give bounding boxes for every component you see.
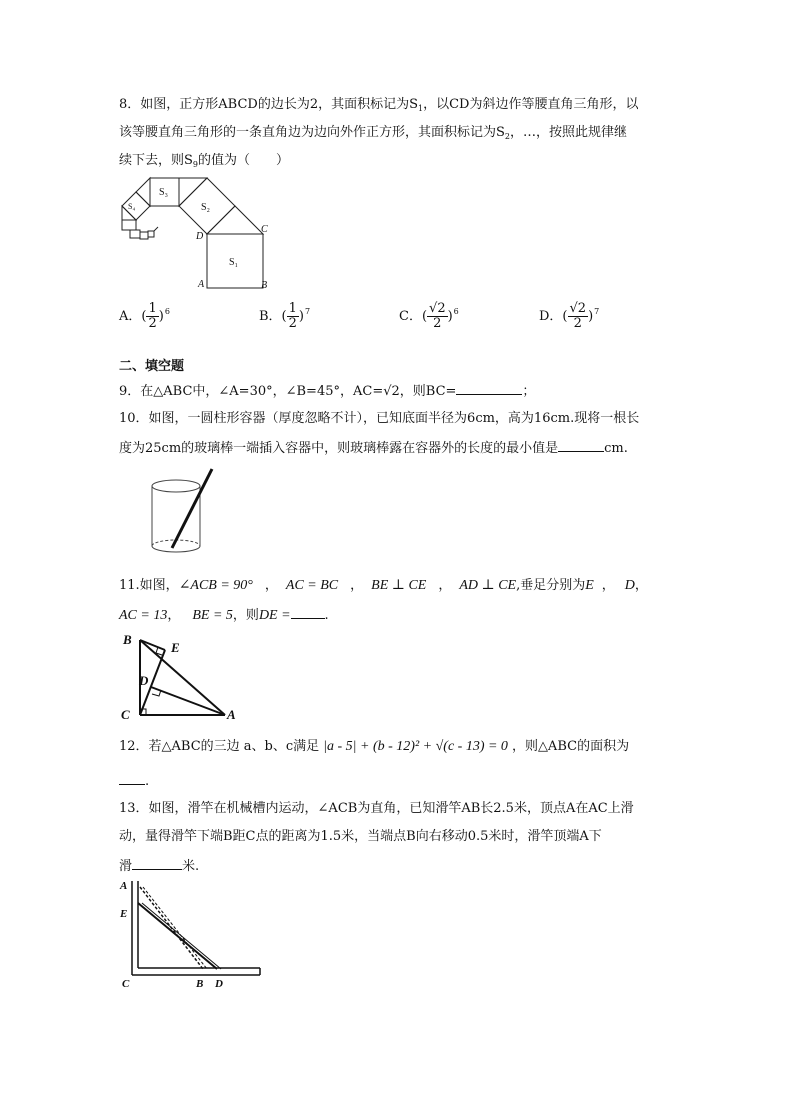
q13-line-3: 滑 米. (119, 859, 200, 874)
q11-triangle-figure (119, 630, 249, 722)
spiral-tail (154, 227, 158, 231)
q13-sliding-rod-figure (119, 877, 264, 989)
rod-initial-dashed-2 (143, 887, 207, 969)
square-s6 (130, 230, 140, 238)
square-s4 (122, 192, 150, 220)
square-s5 (122, 220, 136, 230)
label-d: D (139, 673, 149, 688)
label-a: A (198, 279, 205, 290)
label-s2: S₂ (201, 202, 211, 213)
triangle-3 (136, 178, 150, 206)
section-title: 二、填空题 (119, 359, 185, 374)
label-b: B (261, 280, 268, 291)
label-a: A (227, 707, 236, 722)
q8-option-d[interactable]: D．( $\frac{√2}{2}$ )$^7$ (539, 301, 600, 331)
q8-option-a[interactable]: A．( $\frac{1}{2}$ )$^6$ (119, 301, 170, 331)
triangle-1 (207, 206, 263, 234)
label-d: D (215, 978, 223, 989)
line-ad (151, 687, 225, 715)
label-d: D (196, 231, 204, 242)
label-b: B (196, 978, 204, 989)
q13-line-1: 13．如图，滑竿在机械槽内运动，∠ACB为直角，已知滑竿AB长2.5米，顶点A在AC上滑 (119, 801, 634, 816)
rod-moved-edge (142, 903, 221, 969)
label-s3: S₃ (159, 187, 169, 198)
q10-line-2: 度为25cm的玻璃棒一端插入容器中，则玻璃棒露在容器外的长度的最小值是 cm. (119, 441, 628, 456)
q10-cylinder-figure (148, 466, 218, 558)
q8-line-1: 8．如图，正方形ABCD的边长为2，其面积标记为$S_1$，以CD为斜边作等腰直角三角形，以 (119, 97, 639, 113)
q11-line-1: 11.如图，∠ACB = 90° ， AC = BC ， BE ⊥ CE ， AD ⊥ CE,垂足分别为E ， D， (119, 578, 648, 593)
q12-line-2: . (119, 772, 149, 790)
q11-answer-blank[interactable] (291, 606, 325, 619)
q8-line-3: 续下去，则$S_9$的值为（ ） (119, 153, 290, 169)
q11-line-2: AC = 13， BE = 5，则DE = . (119, 608, 329, 623)
label-s4: S₄ (128, 202, 136, 211)
q10-answer-blank[interactable] (558, 439, 604, 452)
side-ba (140, 640, 225, 715)
label-e: E (120, 908, 128, 920)
q13-line-2: 动，量得滑竿下端B距C点的距离为1.5米，当端点B向右移动0.5米时，滑竿顶端A下 (119, 829, 602, 844)
label-a: A (120, 880, 128, 892)
glass-rod (172, 469, 212, 548)
q8-square-spiral-figure (116, 175, 276, 295)
q12-answer-blank[interactable] (119, 772, 145, 785)
q8-option-c[interactable]: C．( $\frac{√2}{2}$ )$^6$ (399, 301, 459, 331)
line-be (140, 640, 165, 650)
square-s7 (140, 232, 148, 239)
label-s1: S₁ (229, 257, 239, 268)
q9-answer-blank[interactable] (456, 382, 522, 395)
label-b: B (123, 632, 132, 647)
rod-moved (138, 903, 217, 969)
q9-line: 9．在△ABC中，∠A=30°，∠B=45°，AC=√2，则BC= ； (119, 384, 536, 399)
q8-option-b[interactable]: B．( $\frac{1}{2}$ )$^7$ (259, 301, 311, 331)
label-c: C (122, 978, 130, 989)
label-c: C (261, 224, 268, 235)
cylinder-top (152, 480, 200, 492)
square-s8 (148, 231, 154, 237)
label-c: C (121, 707, 130, 722)
q10-line-1: 10．如图，一圆柱形容器（厚度忽略不计），已知底面半径为6cm，高为16cm.现将一根长 (119, 411, 640, 426)
cylinder-bottom-front (152, 546, 200, 552)
label-e: E (171, 640, 180, 655)
q8-line-2: 该等腰直角三角形的一条直角边为边向外作正方形，其面积标记为$S_2$，…，按照此规律继 (119, 125, 628, 141)
q12-line-1: 12．若△ABC的三边 a、b、c满足 |a - 5| + (b - 12)² + √(c - 13) = 0 ，则△ABC的面积为 (119, 739, 630, 754)
q13-answer-blank[interactable] (132, 857, 182, 870)
